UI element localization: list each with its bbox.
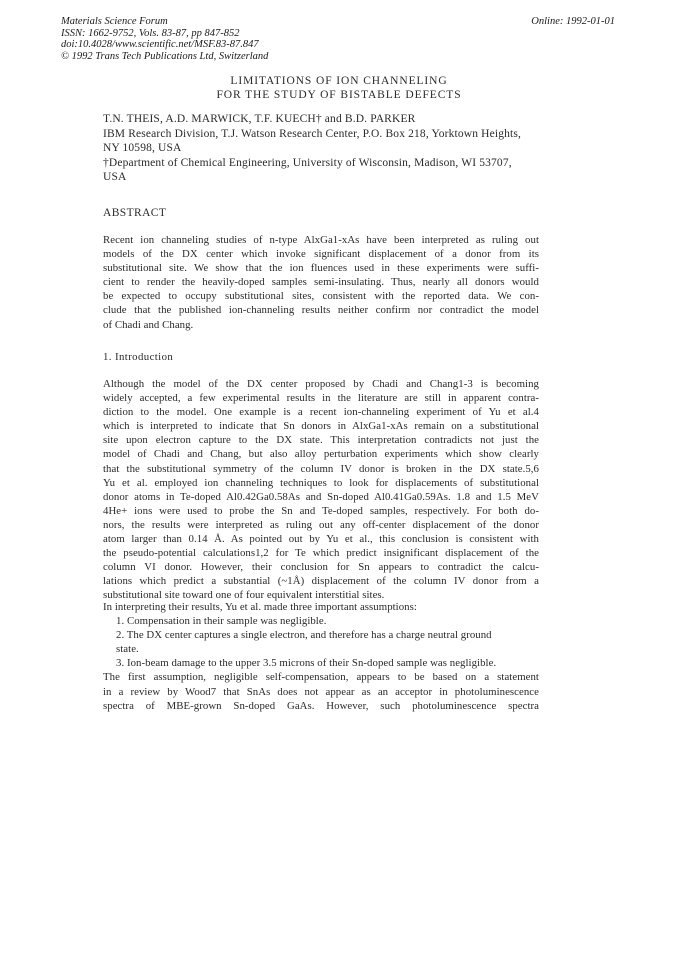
abstract-line: cient to render the heavily-doped samples semi-insulating. Thus, nearly all donors would bbox=[103, 276, 539, 289]
affiliation-2-line-1: †Department of Chemical Engineering, University of Wisconsin, Madison, WI 53707, bbox=[103, 156, 512, 169]
affiliation-1-line-1: IBM Research Division, T.J. Watson Research Center, P.O. Box 218, Yorktown Heights, bbox=[103, 127, 522, 140]
intro-line: 4He+ ions were used to probe the Sn and Te-doped samples, respectively. For both do- bbox=[103, 504, 539, 517]
assumption-item-3: 3. Ion-beam damage to the upper 3.5 microns of their Sn-doped sample was negligible. bbox=[116, 657, 497, 670]
intro-line: model of Chadi and Chang, but also alloy perturbation experiments which show clearly bbox=[103, 448, 539, 461]
intro-heading: 1. Introduction bbox=[103, 351, 174, 363]
affiliation-1-line-2: NY 10598, USA bbox=[103, 142, 182, 154]
title-line-2: FOR THE STUDY OF BISTABLE DEFECTS bbox=[216, 88, 462, 101]
assumptions-line: The first assumption, negligible self-compensation, appears to be based on a statement bbox=[103, 671, 539, 684]
abstract-line: of Chadi and Chang. bbox=[103, 318, 194, 331]
intro-line: Yu et al. employed ion channeling techniques to look for displacements of substitutional bbox=[103, 476, 539, 489]
assumptions-line: spectra of MBE-grown Sn-doped GaAs. However, such photoluminescence spectra bbox=[103, 699, 539, 712]
intro-line: site upon electron capture to the DX state. This interpretation contradicts not just the bbox=[103, 434, 539, 447]
abstract-line: clude that the published ion-channeling results neither confirm nor contradict the model bbox=[103, 304, 539, 317]
intro-line: substitutional site toward one of four equivalent interstitial sites. bbox=[103, 589, 385, 602]
intro-line: the pseudo-potential calculations1,2 for Te which predict insignificant displacement of the bbox=[103, 547, 539, 560]
intro-line: Although the model of the DX center proposed by Chadi and Chang1-3 is becoming bbox=[103, 378, 539, 390]
intro-line: diction to the model. One example is a recent ion-channeling experiment of Yu et al.4 bbox=[103, 406, 539, 419]
title-line-1: LIMITATIONS OF ION CHANNELING bbox=[230, 75, 448, 87]
assumption-item-2: 2. The DX center captures a single electron, and therefore has a charge neutral ground bbox=[116, 629, 492, 642]
online-date: Online: 1992-01-01 bbox=[531, 16, 615, 27]
intro-line: atom larger than 0.14 Å. As pointed out by Yu et al., this conclusion is consistent with bbox=[103, 533, 539, 546]
author-names: T.N. THEIS, A.D. MARWICK, T.F. KUECH† and B.D. PARKER bbox=[103, 113, 416, 125]
abstract-line: be expected to occupy substitutional sites, consistent with the reported data. We con- bbox=[103, 290, 539, 303]
affiliation-2-line-2: USA bbox=[103, 171, 127, 183]
abstract-body bbox=[103, 233, 539, 332]
abstract-line: Recent ion channeling studies of n-type AlxGa1-xAs have been interpreted as ruling out bbox=[103, 234, 539, 246]
assumptions-lead: In interpreting their results, Yu et al. made three important assumptions: bbox=[103, 601, 417, 613]
abstract-line: models of the DX center which invoke significant displacement of a donor from its bbox=[103, 248, 539, 261]
assumption-item-1: 1. Compensation in their sample was negligible. bbox=[116, 615, 327, 628]
abstract-heading: ABSTRACT bbox=[103, 207, 167, 219]
abstract-line: substitutional site. We show that the ion fluences used in these experiments were suffi- bbox=[103, 262, 539, 275]
assumption-item-2-cont: state. bbox=[116, 643, 139, 656]
assumptions-line: in a review by Wood7 that SnAs does not appear as an acceptor in photoluminescence bbox=[103, 685, 539, 698]
doi-line: doi:10.4028/www.scientific.net/MSF.83-87.847 bbox=[61, 39, 259, 50]
copyright-line: © 1992 Trans Tech Publications Ltd, Switzerland bbox=[61, 50, 269, 62]
intro-line: lations which predict a substantial (~1Å) displacement of the column IV donor from a bbox=[103, 575, 539, 588]
journal-name: Materials Science Forum bbox=[61, 16, 168, 27]
intro-line: donor atoms in Te-doped Al0.42Ga0.58As and Sn-doped Al0.41Ga0.59As. 1.8 and 1.5 MeV bbox=[103, 490, 539, 503]
intro-line: widely accepted, a few experimental results in the literature are still in apparent contra- bbox=[103, 392, 539, 405]
intro-line: column VI donor. However, their conclusion for Sn appears to contradict the calcu- bbox=[103, 561, 539, 574]
issn-line: ISSN: 1662-9752, Vols. 83-87, pp 847-852 bbox=[61, 27, 240, 39]
author-block bbox=[103, 112, 521, 185]
intro-body bbox=[103, 377, 539, 603]
intro-line: that the substitutional symmetry of the column IV donor is broken in the DX state.5,6 bbox=[103, 462, 539, 475]
paper-title bbox=[0, 75, 678, 102]
intro-line: nors, the results were interpreted as ruling out any off-center displacement of the donor bbox=[103, 518, 539, 531]
intro-line: which is interpreted to indicate that Sn donors in AlxGa1-xAs remain on a substitutional bbox=[103, 420, 539, 433]
journal-header bbox=[61, 16, 268, 62]
assumptions-body bbox=[103, 600, 539, 713]
